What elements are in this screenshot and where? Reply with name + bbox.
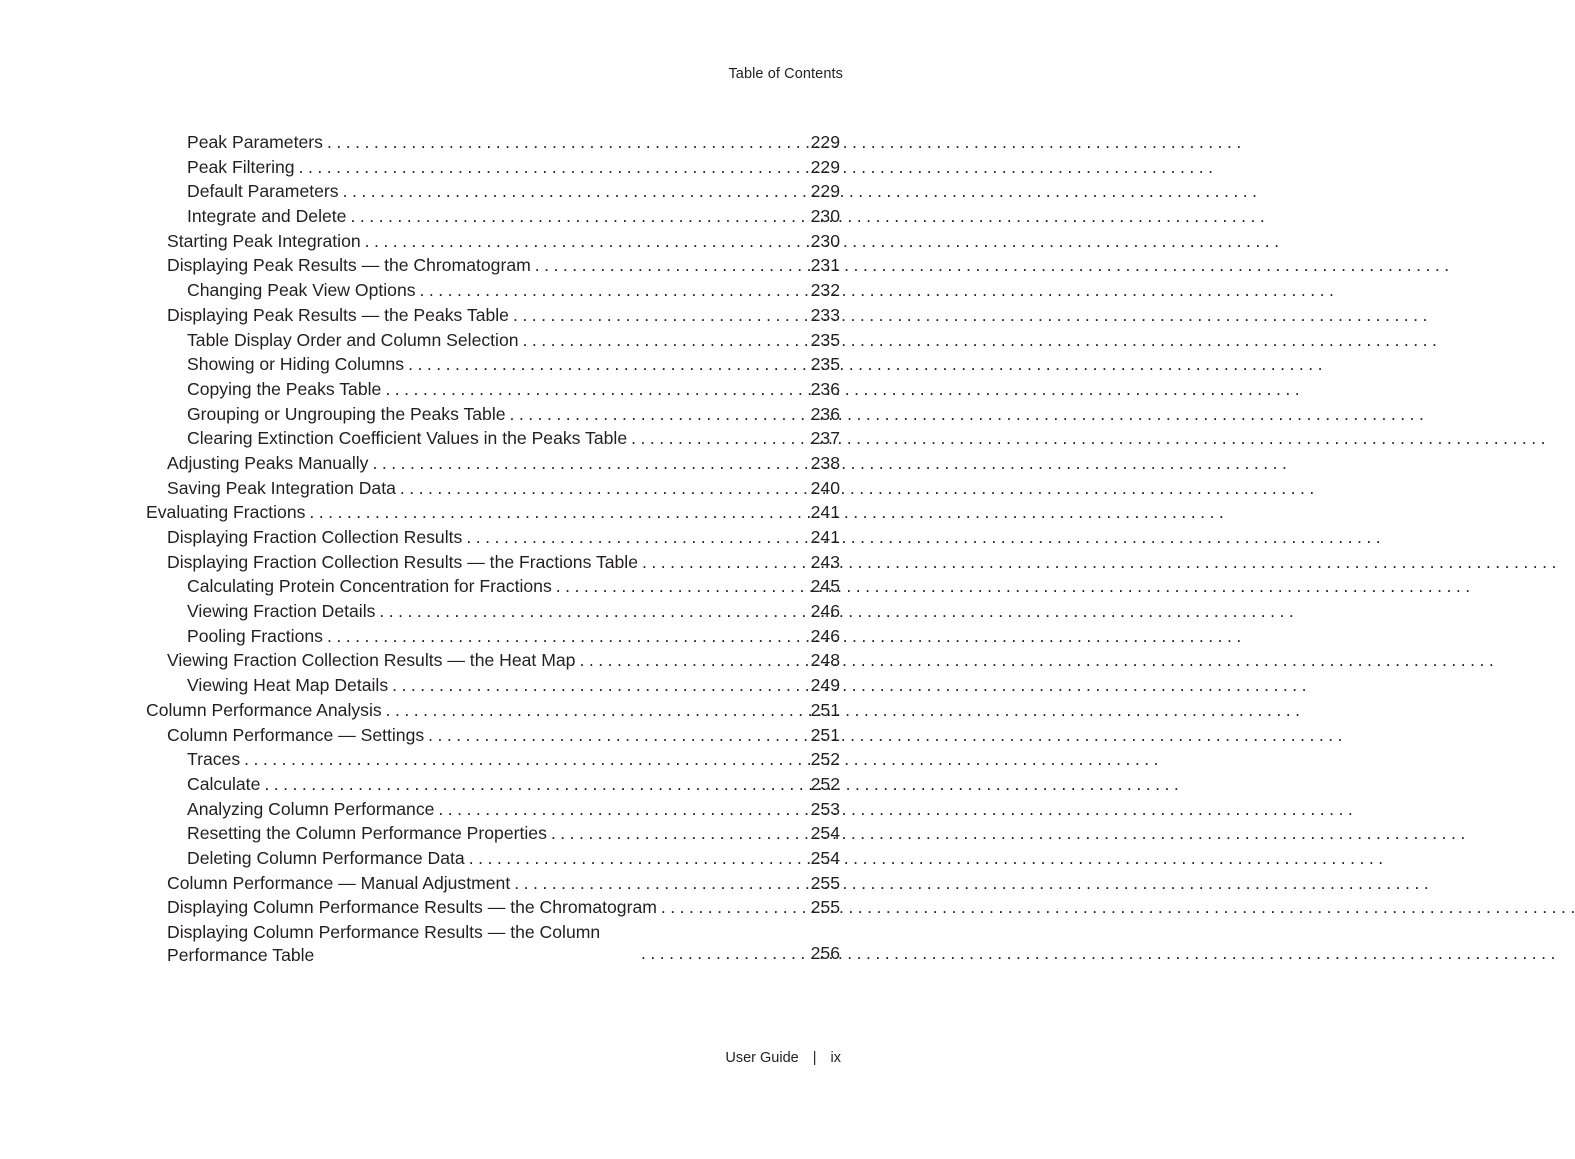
toc-entry-title: Viewing Heat Map Details bbox=[187, 675, 389, 696]
dot-leader bbox=[556, 574, 809, 599]
toc-entry[interactable] bbox=[146, 920, 840, 966]
toc-entry[interactable] bbox=[146, 179, 840, 204]
toc-entry-title: Viewing Fraction Details bbox=[187, 601, 376, 622]
toc-entry[interactable] bbox=[146, 525, 840, 550]
dot-leader bbox=[327, 624, 809, 649]
dot-leader bbox=[244, 747, 809, 772]
toc-entry-page: 254 bbox=[810, 823, 840, 844]
toc-entry-page: 255 bbox=[810, 872, 840, 893]
toc-entry-page: 241 bbox=[810, 527, 840, 547]
toc-entry-title: Table Display Order and Column Selection bbox=[187, 329, 519, 350]
dot-leader bbox=[466, 525, 808, 550]
dot-leader bbox=[420, 278, 809, 303]
dot-leader bbox=[510, 402, 809, 427]
toc-entry[interactable] bbox=[146, 426, 840, 451]
toc-entry-page: 245 bbox=[810, 576, 840, 597]
toc-entry-title: Calculate bbox=[187, 773, 261, 794]
toc-entry-title: Displaying Fraction Collection Results — the Fractions Table bbox=[167, 551, 639, 572]
toc-entry[interactable] bbox=[146, 723, 840, 748]
footer-page-number: ix bbox=[830, 1050, 841, 1066]
toc-entry[interactable] bbox=[146, 821, 840, 846]
toc-entry-page: 243 bbox=[810, 551, 840, 572]
toc-entry[interactable] bbox=[146, 476, 840, 501]
dot-leader bbox=[535, 253, 809, 278]
dot-leader bbox=[438, 797, 808, 822]
dot-leader bbox=[469, 846, 809, 871]
toc-entry-title: Column Performance Analysis bbox=[146, 699, 382, 720]
dot-leader bbox=[365, 229, 809, 254]
dot-leader bbox=[642, 550, 809, 575]
dot-leader bbox=[631, 426, 809, 451]
toc-entry[interactable] bbox=[146, 204, 840, 229]
toc-entry[interactable] bbox=[146, 402, 840, 427]
toc-entry-title: Pooling Fractions bbox=[187, 625, 323, 646]
dot-leader bbox=[309, 500, 808, 525]
toc-entry-page: 229 bbox=[810, 156, 840, 177]
toc-entry-title: Peak Parameters bbox=[187, 132, 323, 152]
toc-entry-page: 235 bbox=[810, 354, 840, 375]
toc-entry-page: 238 bbox=[810, 452, 840, 473]
toc-entry[interactable] bbox=[146, 772, 840, 797]
dot-leader bbox=[379, 599, 808, 624]
toc-entry[interactable] bbox=[146, 352, 840, 377]
toc-entry-page: 240 bbox=[810, 477, 840, 498]
toc-entry-title: Evaluating Fractions bbox=[146, 502, 306, 523]
dot-leader bbox=[264, 772, 808, 797]
dot-leader bbox=[408, 352, 809, 377]
dot-leader bbox=[641, 941, 809, 966]
toc-entry-page: 231 bbox=[810, 255, 840, 276]
dot-leader bbox=[579, 648, 808, 673]
toc-entry[interactable] bbox=[146, 377, 840, 402]
dot-leader bbox=[385, 377, 808, 402]
toc-entry-title: Traces bbox=[187, 749, 241, 770]
toc-entry-title: Adjusting Peaks Manually bbox=[167, 452, 369, 473]
toc-entry-title: Deleting Column Performance Data bbox=[187, 847, 465, 868]
toc-entry-title: Viewing Fraction Collection Results — the Heat Map bbox=[167, 650, 576, 671]
toc-entry-title: Showing or Hiding Columns bbox=[187, 354, 405, 375]
toc-entry[interactable] bbox=[146, 895, 840, 920]
toc-entry-title: Default Parameters bbox=[187, 181, 339, 202]
toc-entry-page: 236 bbox=[810, 378, 840, 399]
toc-entry-page: 246 bbox=[810, 625, 840, 646]
toc-entry-title: Changing Peak View Options bbox=[187, 280, 416, 301]
toc-entry-page: 252 bbox=[810, 773, 840, 794]
dot-leader bbox=[400, 476, 809, 501]
dot-leader bbox=[428, 723, 808, 748]
toc-entry-page: 230 bbox=[810, 230, 840, 251]
running-head: Table of Contents bbox=[728, 66, 843, 82]
table-of-contents bbox=[146, 130, 840, 966]
toc-entry[interactable] bbox=[146, 328, 840, 353]
toc-entry-page: 256 bbox=[810, 943, 840, 964]
toc-entry-page: 236 bbox=[810, 403, 840, 424]
toc-entry[interactable] bbox=[146, 624, 840, 649]
dot-leader bbox=[327, 130, 809, 155]
toc-entry-title: Integrate and Delete bbox=[187, 206, 347, 227]
toc-entry-title: Column Performance — Settings bbox=[167, 724, 425, 745]
dot-leader bbox=[350, 204, 808, 229]
toc-entry[interactable] bbox=[146, 500, 840, 525]
toc-entry-title: Peak Filtering bbox=[187, 156, 295, 177]
dot-leader bbox=[392, 673, 809, 698]
dot-leader bbox=[343, 179, 809, 204]
toc-entry-title: Analyzing Column Performance bbox=[187, 798, 435, 819]
toc-entry-page: 229 bbox=[810, 132, 840, 152]
toc-entry-page: 251 bbox=[810, 699, 840, 720]
toc-entry[interactable] bbox=[146, 648, 840, 673]
toc-entry-title: Displaying Peak Results — the Chromatogram bbox=[167, 255, 531, 276]
dot-leader bbox=[299, 155, 809, 180]
toc-entry[interactable] bbox=[146, 550, 840, 575]
footer-separator: | bbox=[812, 1050, 817, 1066]
page-footer bbox=[725, 1050, 841, 1066]
dot-leader bbox=[523, 328, 809, 353]
toc-entry-title: Column Performance — Manual Adjustment bbox=[167, 872, 511, 893]
toc-entry-page: 241 bbox=[810, 502, 840, 523]
toc-entry-title: Copying the Peaks Table bbox=[187, 378, 382, 399]
toc-entry-page: 229 bbox=[810, 181, 840, 202]
toc-entry-title: Starting Peak Integration bbox=[167, 230, 361, 251]
toc-entry-title: Displaying Column Performance Results — the Column Performance Table bbox=[167, 922, 601, 965]
toc-entry[interactable] bbox=[146, 451, 840, 476]
toc-entry-title: Resetting the Column Performance Properties bbox=[187, 823, 547, 844]
toc-entry-page: 254 bbox=[810, 847, 840, 868]
toc-entry-page: 233 bbox=[810, 304, 840, 325]
toc-entry[interactable] bbox=[146, 599, 840, 624]
toc-entry-title: Calculating Protein Concentration for Fractions bbox=[187, 576, 552, 597]
toc-entry[interactable] bbox=[146, 673, 840, 698]
toc-entry[interactable] bbox=[146, 797, 840, 822]
dot-leader bbox=[551, 821, 809, 846]
toc-entry-title: Displaying Fraction Collection Results bbox=[167, 527, 463, 547]
toc-entry-page: 248 bbox=[810, 650, 840, 671]
toc-entry-page: 252 bbox=[810, 749, 840, 770]
toc-entry[interactable] bbox=[146, 229, 840, 254]
toc-entry-page: 249 bbox=[810, 675, 840, 696]
toc-entry[interactable] bbox=[146, 253, 840, 278]
dot-leader bbox=[372, 451, 808, 476]
toc-entry-title: Displaying Peak Results — the Peaks Table bbox=[167, 304, 509, 325]
toc-entry-page: 237 bbox=[810, 428, 840, 449]
toc-entry-page: 246 bbox=[810, 601, 840, 622]
toc-entry-page: 235 bbox=[810, 329, 840, 350]
toc-entry-title: Saving Peak Integration Data bbox=[167, 477, 396, 498]
toc-entry-page: 253 bbox=[810, 798, 840, 819]
toc-entry-title: Displaying Column Performance Results — the Chromatogram bbox=[167, 897, 657, 918]
footer-doc-name: User Guide bbox=[725, 1050, 799, 1066]
toc-entry[interactable] bbox=[146, 278, 840, 303]
dot-leader bbox=[514, 871, 808, 896]
toc-entry-page: 230 bbox=[810, 206, 840, 227]
toc-entry[interactable] bbox=[146, 846, 840, 871]
toc-entry-page: 251 bbox=[810, 724, 840, 745]
toc-entry[interactable] bbox=[146, 871, 840, 896]
toc-entry[interactable] bbox=[146, 747, 840, 772]
dot-leader bbox=[386, 698, 809, 723]
toc-entry[interactable] bbox=[146, 574, 840, 599]
toc-entry[interactable] bbox=[146, 698, 840, 723]
dot-leader bbox=[513, 303, 809, 328]
toc-entry-title: Clearing Extinction Coefficient Values in the Peaks Table bbox=[187, 428, 628, 449]
toc-entry-title: Grouping or Ungrouping the Peaks Table bbox=[187, 403, 506, 424]
toc-entry[interactable] bbox=[146, 130, 840, 155]
toc-entry[interactable] bbox=[146, 155, 840, 180]
dot-leader bbox=[661, 895, 809, 920]
toc-entry[interactable] bbox=[146, 303, 840, 328]
toc-entry-page: 232 bbox=[810, 280, 840, 301]
toc-entry-page: 255 bbox=[810, 897, 840, 918]
